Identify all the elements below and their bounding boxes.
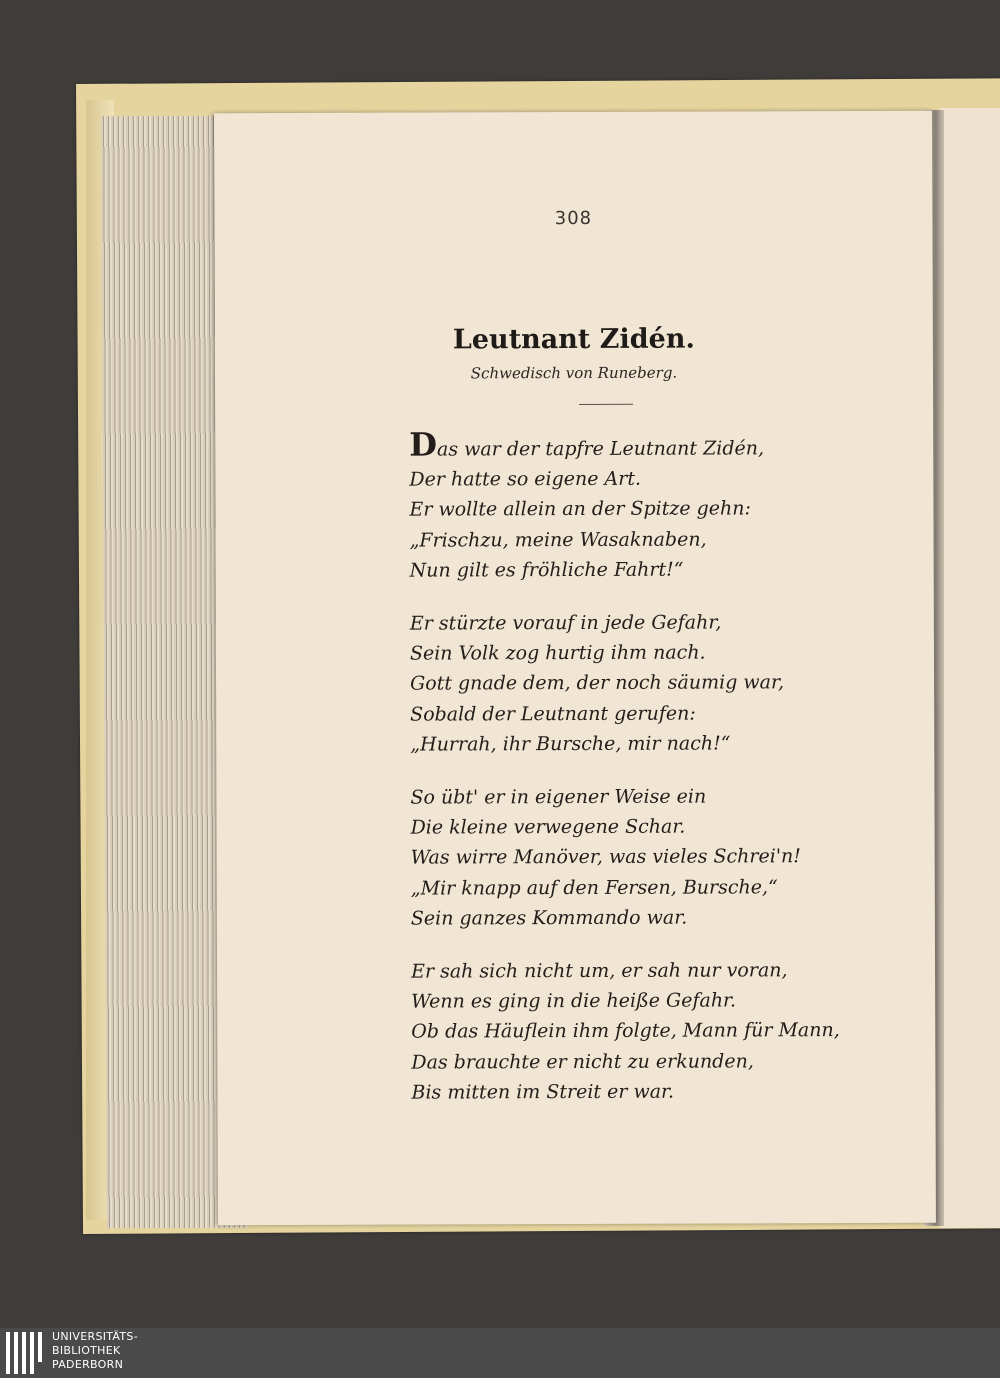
poem-line: Der hatte so eigene Art. <box>409 467 642 491</box>
poem-line: „Hurrah, ihr Bursche, mir nach!“ <box>410 732 731 756</box>
poem-subtitle: Schwedisch von Runeberg. <box>470 363 678 383</box>
stanza-4 <box>411 955 912 1108</box>
book-page <box>214 111 936 1225</box>
poem-line: So übt' er in eigener Weise ein <box>410 785 707 809</box>
poem-line: Bis mitten im Streit er war. <box>411 1080 675 1104</box>
poem-line: Ob das Häuflein ihm folgte, Mann für Mann, <box>411 1019 840 1044</box>
library-logo-icon <box>6 1332 44 1374</box>
library-name-line3: PADERBORN <box>52 1358 124 1371</box>
poem-line: „Mir knapp auf den Fersen, Bursche,“ <box>410 875 778 900</box>
drop-cap: D <box>409 425 438 464</box>
title-divider <box>579 404 633 405</box>
poem-line: Er sah sich nicht um, er sah nur voran, <box>411 959 788 983</box>
poem-line: Gott gnade dem, der noch säumig war, <box>410 671 785 695</box>
library-name-line2: BIBLIOTHEK <box>52 1344 121 1357</box>
page-number: 308 <box>554 207 593 230</box>
poem-line: Was wirre Manöver, was vieles Schrei'n! <box>410 845 801 870</box>
stanza-2 <box>410 607 911 760</box>
poem-line: Er stürzte vorauf in jede Gefahr, <box>409 611 722 635</box>
library-footer <box>0 1328 1000 1378</box>
library-name-line1: UNIVERSITÄTS- <box>52 1330 138 1343</box>
poem-line: Das brauchte er nicht zu erkunden, <box>411 1050 754 1074</box>
stanza-1 <box>409 425 910 586</box>
poem-body <box>409 425 911 1131</box>
facing-page <box>940 108 1000 1228</box>
poem-line: Wenn es ging in die heiße Gefahr. <box>411 989 737 1013</box>
poem-line: Er wollte allein an der Spitze gehn: <box>409 497 751 521</box>
poem-title: Leutnant Zidén. <box>452 323 695 356</box>
stanza-3 <box>410 781 911 934</box>
poem-line-first <box>409 425 909 465</box>
poem-line: Sein Volk zog hurtig ihm nach. <box>409 641 706 665</box>
first-line-text: as war der tapfre Leutnant Zidén, <box>436 437 765 461</box>
library-name <box>52 1330 138 1372</box>
poem-line: „Frischzu, meine Wasaknaben, <box>409 528 707 552</box>
poem-line: Sobald der Leutnant gerufen: <box>410 702 696 726</box>
poem-line: Die kleine verwegene Schar. <box>410 815 686 839</box>
poem-line: Sein ganzes Kommando war. <box>410 906 688 930</box>
poem-line: Nun gilt es fröhliche Fahrt!“ <box>409 558 684 582</box>
